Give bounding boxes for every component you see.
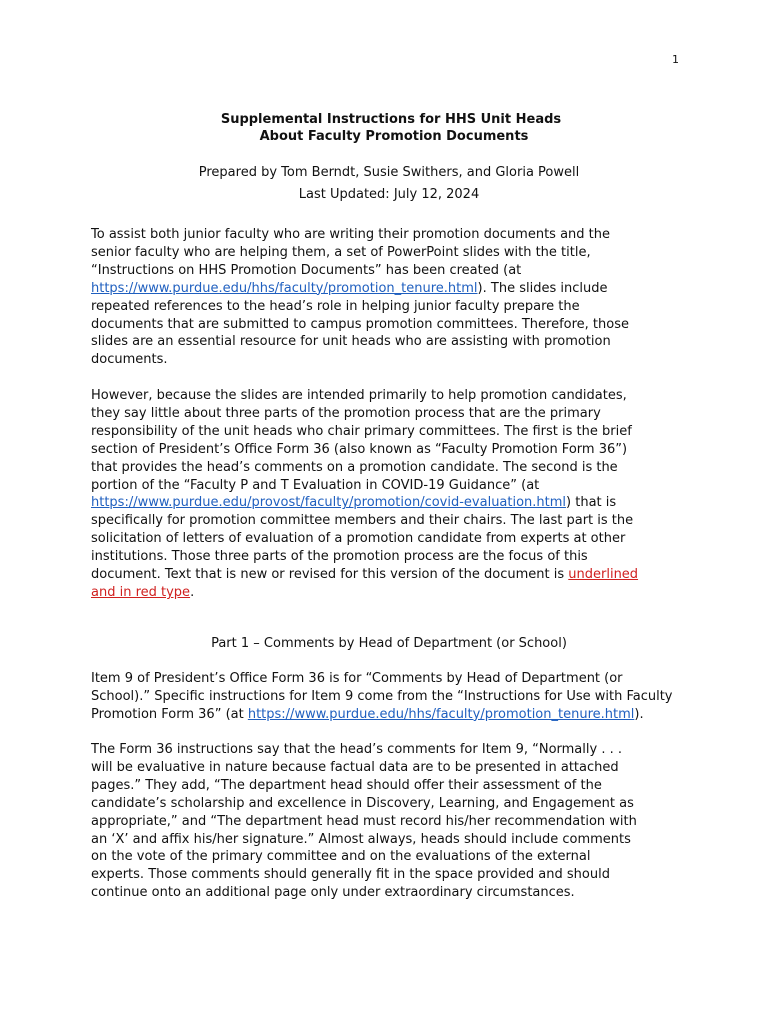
page-number: 1 xyxy=(672,53,679,66)
prepared-by: Prepared by Tom Berndt, Susie Swithers, and Gloria Powell xyxy=(198,165,580,180)
item9-paragraph xyxy=(91,670,741,724)
red-highlight-text: and in red type xyxy=(91,584,191,600)
paragraph-text: ). The slides include xyxy=(477,280,608,296)
promotion-tenure-link[interactable]: https://www.purdue.edu/hhs/faculty/promotion_tenure.html xyxy=(247,706,635,722)
paragraph-line: pages.” They add, “The department head should offer their assessment of the xyxy=(91,777,602,793)
red-highlight-text: underlined xyxy=(568,567,639,583)
covid-evaluation-link[interactable]: https://www.purdue.edu/provost/faculty/promotion/covid-evaluation.html xyxy=(91,495,567,511)
paragraph-line: portion of the “Faculty P and T Evaluation in COVID-19 Guidance” (at xyxy=(91,477,540,493)
promotion-tenure-link[interactable]: https://www.purdue.edu/hhs/faculty/promotion_tenure.html xyxy=(91,280,478,296)
form36-instructions-paragraph xyxy=(91,741,731,902)
paragraph-line xyxy=(91,584,731,602)
title-line-2: About Faculty Promotion Documents xyxy=(259,129,529,144)
paragraph-line: on the vote of the primary committee and on the evaluations of the external xyxy=(91,849,591,865)
paragraph-text: Promotion Form 36” (at xyxy=(91,706,248,722)
paragraph-text: ) that is xyxy=(566,495,617,511)
paragraph-line: slides are an essential resource for unit heads who are assisting with promotion xyxy=(91,334,611,350)
paragraph-line: The Form 36 instructions say that the head’s comments for Item 9, “Normally . . . xyxy=(91,742,622,757)
paragraph-line xyxy=(91,494,731,512)
paragraph-line: that provides the head’s comments on a promotion candidate. The second is the xyxy=(91,459,618,475)
section-heading-part-1 xyxy=(0,636,770,651)
paragraph-line: School).” Specific instructions for Item 9 come from the “Instructions for Use with Faculty xyxy=(91,688,673,704)
paragraph-line: will be evaluative in nature because factual data are to be presented in attached xyxy=(91,759,619,775)
paragraph-line: solicitation of letters of evaluation of a promotion candidate from experts at other xyxy=(91,531,626,547)
paragraph-line: experts. Those comments should generally fit in the space provided and should xyxy=(91,867,610,883)
last-updated: Last Updated: July 12, 2024 xyxy=(298,187,480,202)
paragraph-text: document. Text that is new or revised for this version of the document is xyxy=(91,567,569,583)
paragraph-line: However, because the slides are intended primarily to help promotion candidates, xyxy=(91,388,627,403)
paragraph-line xyxy=(91,280,731,298)
paragraph-line: responsibility of the unit heads who chair primary committees. The first is the brief xyxy=(91,423,632,439)
paragraph-text: ). xyxy=(634,706,644,722)
paragraph-line: continue onto an additional page only under extraordinary circumstances. xyxy=(91,885,575,901)
paragraph-line: institutions. Those three parts of the promotion process are the focus of this xyxy=(91,549,588,565)
paragraph-line: senior faculty who are helping them, a set of PowerPoint slides with the title, xyxy=(91,244,591,260)
paragraph-line: candidate’s scholarship and excellence in Discovery, Learning, and Engagement as xyxy=(91,795,634,811)
paragraph-line: repeated references to the head’s role in helping junior faculty prepare the xyxy=(91,298,580,314)
paragraph-line: appropriate,” and “The department head must record his/her recommendation with xyxy=(91,813,637,829)
paragraph-line: “Instructions on HHS Promotion Documents” has been created (at xyxy=(91,262,522,278)
paragraph-line xyxy=(91,566,731,584)
section-heading-text: Part 1 – Comments by Head of Department (or School) xyxy=(211,636,567,651)
paragraph-line xyxy=(91,706,741,724)
title-line-1: Supplemental Instructions for HHS Unit Heads xyxy=(220,112,562,127)
byline xyxy=(0,162,770,206)
paragraph-line: section of President’s Office Form 36 (also known as “Faculty Promotion Form 36”) xyxy=(91,441,628,457)
paragraph-line: specifically for promotion committee members and their chairs. The last part is the xyxy=(91,513,634,529)
intro-paragraph xyxy=(91,226,731,369)
paragraph-text: . xyxy=(190,584,195,600)
paragraph-line: they say little about three parts of the promotion process that are the primary xyxy=(91,405,601,421)
scope-paragraph xyxy=(91,387,731,602)
paragraph-line: Item 9 of President’s Office Form 36 is for “Comments by Head of Department (or xyxy=(91,671,623,686)
document-title xyxy=(0,111,770,145)
paragraph-line: documents that are submitted to campus promotion committees. Therefore, those xyxy=(91,316,629,332)
paragraph-line: an ‘X’ and affix his/her signature.” Almost always, heads should include comments xyxy=(91,831,631,847)
paragraph-line: To assist both junior faculty who are writing their promotion documents and the xyxy=(91,227,611,242)
paragraph-line: documents. xyxy=(91,352,168,368)
